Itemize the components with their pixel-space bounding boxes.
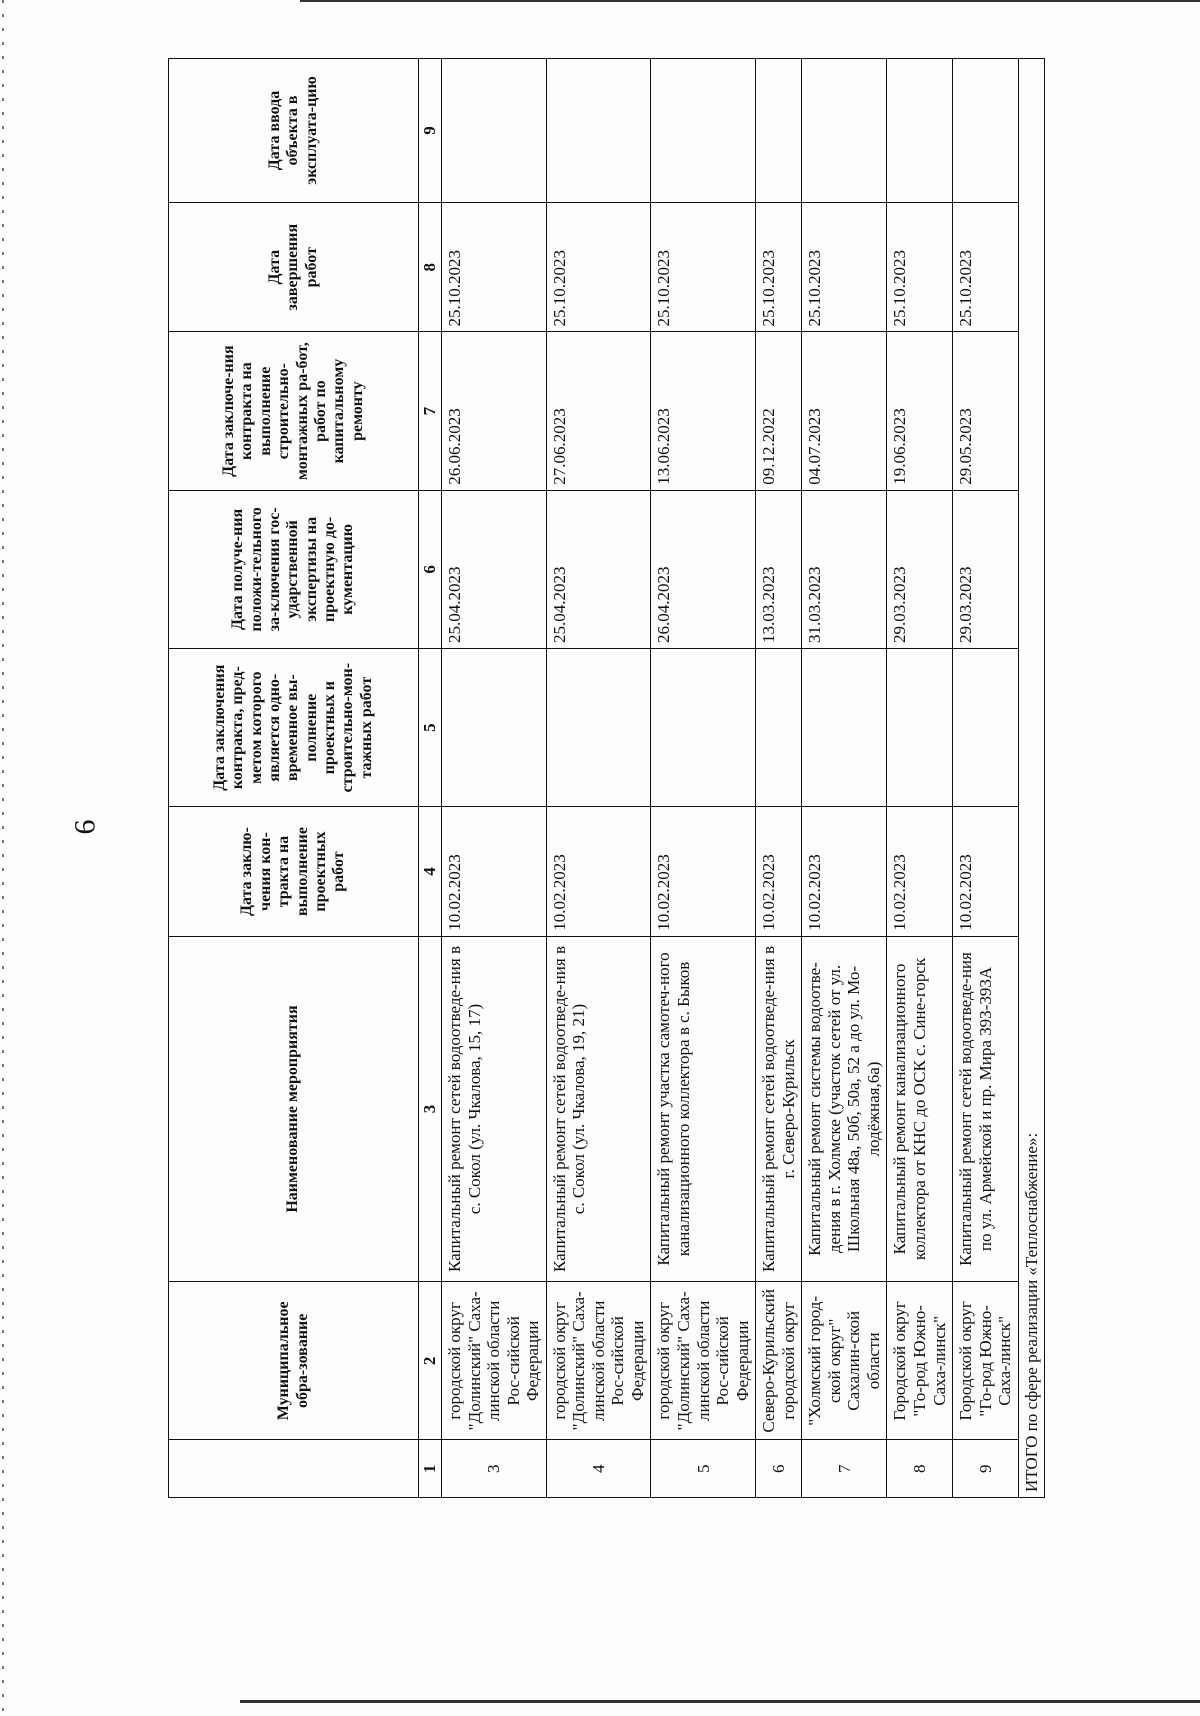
commissioning-date	[546, 59, 651, 203]
header-cell: Дата получе-ния положи-тельного за-ключения гос-ударственной экспертизы на проектную до-кументацию	[169, 490, 419, 648]
project-contract-date: 10.02.2023	[651, 807, 756, 937]
combined-contract-date	[756, 649, 802, 807]
event-name-cell: Капитальный ремонт системы водоотве-дения в г. Холмске (участок сетей от ул. Школьная 48а, 50б, 50а, 52 а до ул. Мо-лодёжная,6а)	[802, 936, 887, 1281]
completion-date: 25.10.2023	[651, 202, 756, 332]
header-cell: Муниципальное обра-зование	[169, 1282, 419, 1440]
table-row	[546, 59, 651, 1498]
row-index: 3	[442, 1440, 547, 1498]
construction-contract-date: 19.06.2023	[887, 332, 953, 490]
total-label: ИТОГО по сфере реализации «Теплоснабжение»:	[1018, 59, 1045, 1498]
commissioning-date	[953, 59, 1019, 203]
municipality-cell: городской округ "Долинский" Саха-линской области Рос-сийской Федерации	[442, 1282, 547, 1440]
table-row	[442, 59, 547, 1498]
municipality-cell: Городской округ "Го-род Южно-Саха-линск"	[887, 1282, 953, 1440]
commissioning-date	[756, 59, 802, 203]
row-index: 9	[953, 1440, 1019, 1498]
completion-date: 25.10.2023	[546, 202, 651, 332]
header-cell: Дата заключе-ния контракта на выполнение строительно-монтажных ра-бот, работ по капитальному ремонту	[169, 332, 419, 490]
project-contract-date: 10.02.2023	[546, 807, 651, 937]
scan-border-bottom	[240, 1700, 1200, 1703]
scan-border-top	[300, 0, 1200, 2]
row-index: 7	[802, 1440, 887, 1498]
completion-date: 25.10.2023	[953, 202, 1019, 332]
header-cell	[169, 1440, 419, 1498]
event-name-cell: Капитальный ремонт сетей водоотведе-ния в с. Сокол (ул. Чкалова, 19, 21)	[546, 936, 651, 1281]
expertise-date: 26.04.2023	[651, 490, 756, 648]
completion-date: 25.10.2023	[802, 202, 887, 332]
expertise-date: 25.04.2023	[442, 490, 547, 648]
rotated-table-wrapper	[168, 58, 1041, 1498]
expertise-date: 29.03.2023	[953, 490, 1019, 648]
event-name-cell: Капитальный ремонт участка самотеч-ного канализационного коллектора в с. Быков	[651, 936, 756, 1281]
header-cell: Дата ввода объекта в эксплуата-цию	[169, 59, 419, 203]
construction-contract-date: 27.06.2023	[546, 332, 651, 490]
header-cell: Дата заключения контракта, пред-метом которого является одно-временное вы-полнение проектных и строительно-мон-тажных работ	[169, 649, 419, 807]
table-row	[651, 59, 756, 1498]
expertise-date: 29.03.2023	[887, 490, 953, 648]
total-row	[1018, 59, 1045, 1498]
combined-contract-date	[887, 649, 953, 807]
expertise-date: 31.03.2023	[802, 490, 887, 648]
column-number: 7	[419, 332, 442, 490]
header-cell: Дата заклю-чения кон-тракта на выполнение проектных работ	[169, 807, 419, 937]
row-index: 6	[756, 1440, 802, 1498]
municipality-cell: "Холмский город-ской округ" Сахалин-ской области	[802, 1282, 887, 1440]
project-contract-date: 10.02.2023	[953, 807, 1019, 937]
project-contract-date: 10.02.2023	[756, 807, 802, 937]
completion-date: 25.10.2023	[756, 202, 802, 332]
header-row	[169, 59, 419, 1498]
row-index: 8	[887, 1440, 953, 1498]
column-number: 4	[419, 807, 442, 937]
commissioning-date	[887, 59, 953, 203]
construction-contract-date: 29.05.2023	[953, 332, 1019, 490]
column-number: 1	[419, 1440, 442, 1498]
combined-contract-date	[651, 649, 756, 807]
table-row	[756, 59, 802, 1498]
header-cell: Дата завершения работ	[169, 202, 419, 332]
expertise-date: 25.04.2023	[546, 490, 651, 648]
combined-contract-date	[802, 649, 887, 807]
event-name-cell: Капитальный ремонт сетей водоотведе-ния по ул. Армейской и пр. Мира 393-393А	[953, 936, 1019, 1281]
construction-contract-date: 04.07.2023	[802, 332, 887, 490]
column-number: 8	[419, 202, 442, 332]
combined-contract-date	[442, 649, 547, 807]
table-row	[887, 59, 953, 1498]
header-cell: Наименование мероприятия	[169, 936, 419, 1281]
project-contract-date: 10.02.2023	[442, 807, 547, 937]
row-index: 5	[651, 1440, 756, 1498]
completion-date: 25.10.2023	[442, 202, 547, 332]
column-number: 9	[419, 59, 442, 203]
row-index: 4	[546, 1440, 651, 1498]
projects-table	[168, 58, 1045, 1498]
commissioning-date	[442, 59, 547, 203]
project-contract-date: 10.02.2023	[887, 807, 953, 937]
event-name-cell: Капитальный ремонт канализационного коллектора от КНС до ОСК с. Сине-горск	[887, 936, 953, 1281]
construction-contract-date: 26.06.2023	[442, 332, 547, 490]
project-contract-date: 10.02.2023	[802, 807, 887, 937]
column-number-row	[419, 59, 442, 1498]
commissioning-date	[651, 59, 756, 203]
commissioning-date	[802, 59, 887, 203]
table-row	[802, 59, 887, 1498]
column-number: 6	[419, 490, 442, 648]
event-name-cell: Капитальный ремонт сетей водоотведе-ния в с. Сокол (ул. Чкалова, 15, 17)	[442, 936, 547, 1281]
municipality-cell: Северо-Курильский городской округ	[756, 1282, 802, 1440]
page-number: 6	[68, 819, 102, 835]
scan-edge-dots	[2, 0, 4, 1716]
construction-contract-date: 09.12.2022	[756, 332, 802, 490]
municipality-cell: городской округ "Долинский" Саха-линской области Рос-сийской Федерации	[651, 1282, 756, 1440]
expertise-date: 13.03.2023	[756, 490, 802, 648]
column-number: 2	[419, 1282, 442, 1440]
event-name-cell: Капитальный ремонт сетей водоотведе-ния в г. Северо-Курильск	[756, 936, 802, 1281]
column-number: 5	[419, 649, 442, 807]
combined-contract-date	[953, 649, 1019, 807]
column-number: 3	[419, 936, 442, 1281]
municipality-cell: Городской округ "Го-род Южно-Саха-линск"	[953, 1282, 1019, 1440]
completion-date: 25.10.2023	[887, 202, 953, 332]
combined-contract-date	[546, 649, 651, 807]
table-row	[953, 59, 1019, 1498]
municipality-cell: городской округ "Долинский" Саха-линской области Рос-сийской Федерации	[546, 1282, 651, 1440]
construction-contract-date: 13.06.2023	[651, 332, 756, 490]
